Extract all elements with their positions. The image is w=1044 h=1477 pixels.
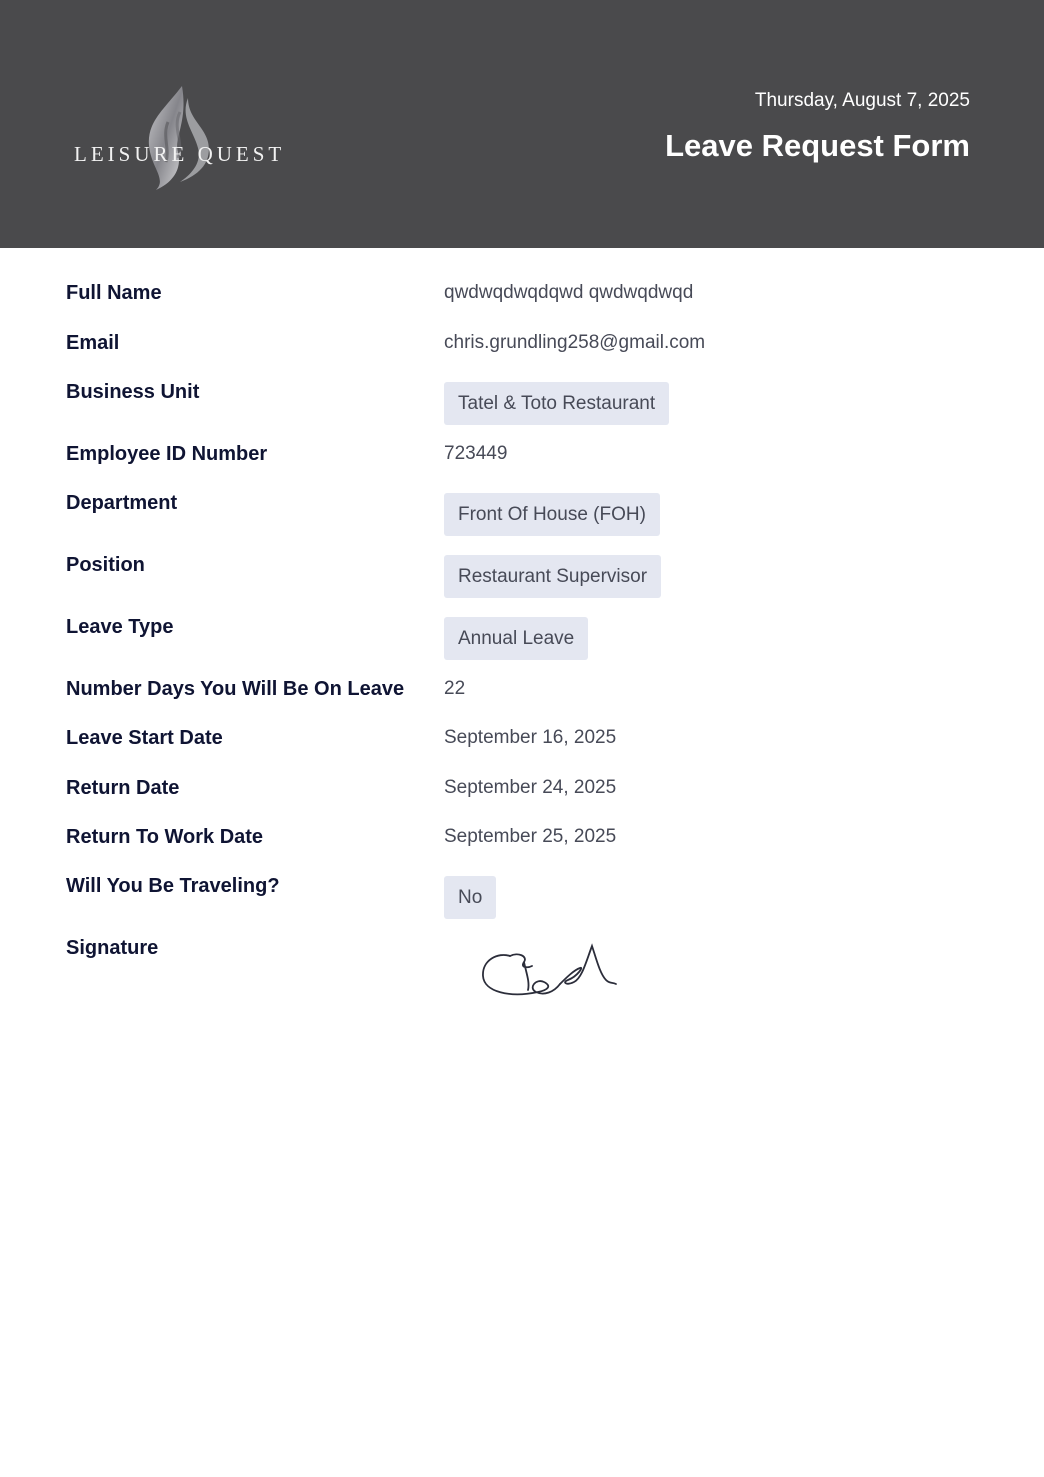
leave-type-value-badge: Annual Leave [444,617,588,660]
employee-id-label: Employee ID Number [66,443,268,465]
leave-type-label: Leave Type [66,616,174,638]
email-value: chris.grundling258@gmail.com [444,332,706,353]
leisure-quest-logo [70,82,300,194]
position-label: Position [66,554,145,576]
leave-start-date-label: Leave Start Date [66,727,223,749]
days-on-leave-label: Number Days You Will Be On Leave [66,678,405,700]
flame-logo-icon [70,82,300,194]
logo-wordmark: LEISURE QUEST [74,142,286,166]
return-to-work-date-label: Return To Work Date [66,826,264,848]
form-date: Thursday, August 7, 2025 [754,90,970,111]
position-value-badge: Restaurant Supervisor [444,555,661,598]
leave-start-date-value: September 16, 2025 [444,727,617,748]
email-label: Email [66,332,120,354]
return-to-work-date-value: September 25, 2025 [444,826,617,847]
return-date-label: Return Date [66,777,180,799]
signature-label: Signature [66,937,159,959]
full-name-label: Full Name [66,282,162,304]
business-unit-label: Business Unit [66,381,200,403]
business-unit-value-badge: Tatel & Toto Restaurant [444,382,669,425]
traveling-value-badge: No [444,876,496,919]
traveling-label: Will You Be Traveling? [66,875,280,897]
form-header [0,0,1044,248]
page-title: Leave Request Form [665,128,970,163]
return-date-value: September 24, 2025 [444,777,617,798]
department-value-badge: Front Of House (FOH) [444,493,660,536]
employee-id-value: 723449 [444,443,508,464]
signature-image [470,938,630,1008]
days-on-leave-value: 22 [444,678,466,699]
department-label: Department [66,492,178,514]
full-name-value: qwdwqdwqdqwd qwdwqdwqd [444,282,694,303]
